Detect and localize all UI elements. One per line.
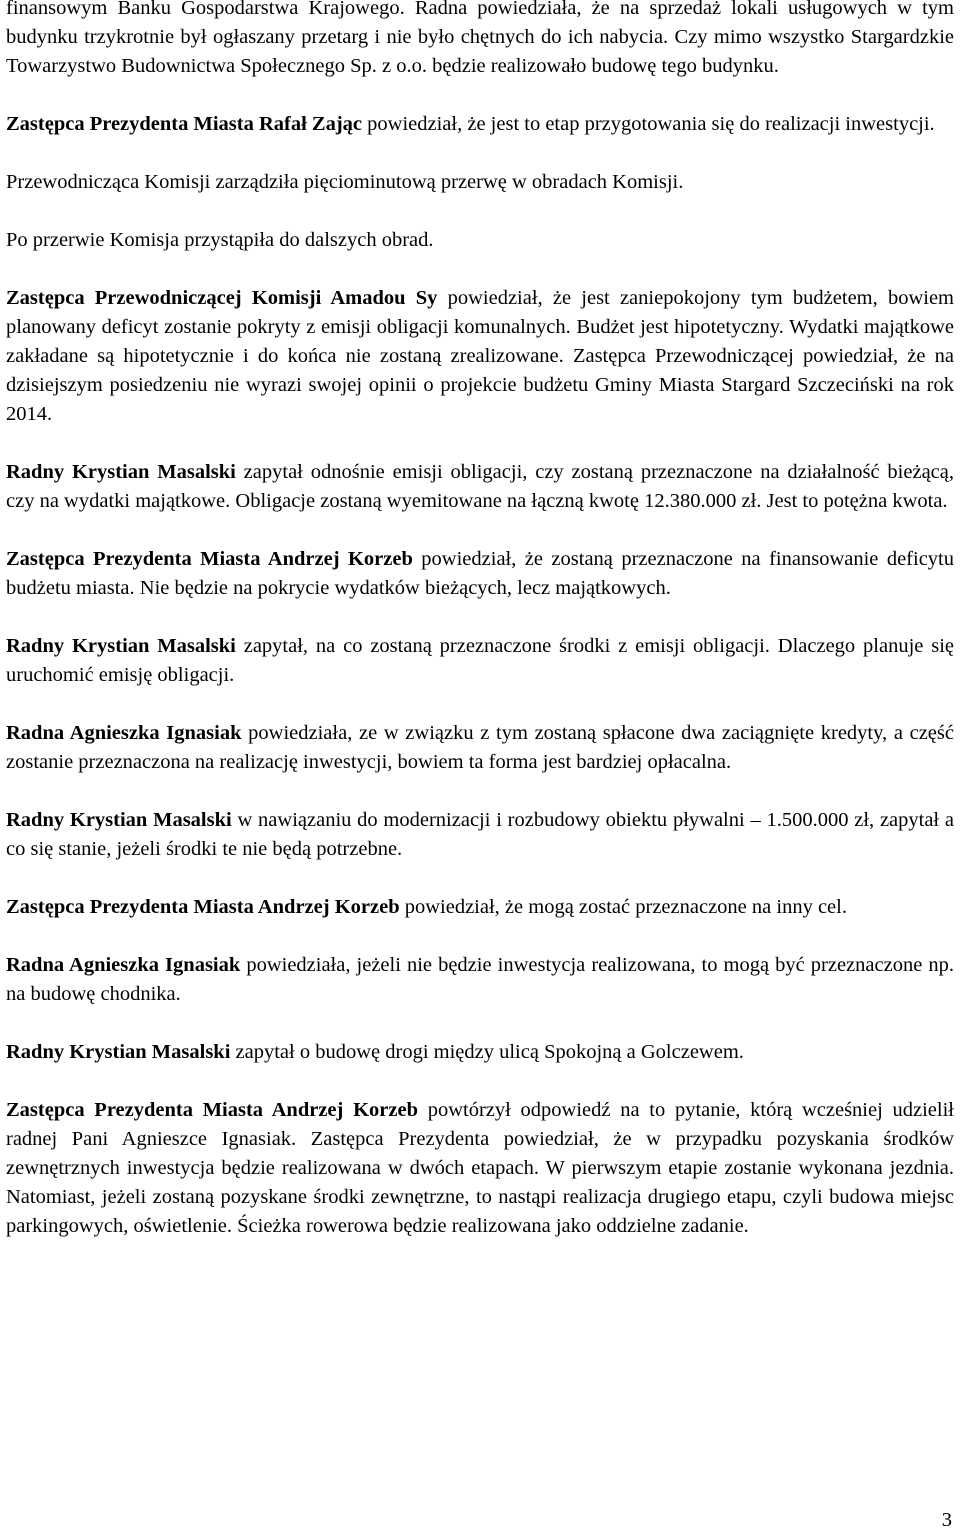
paragraph-text: zapytał o budowę drogi między ulicą Spokojną a Golczewem.: [230, 1041, 744, 1063]
document-page: [6, 0, 954, 1241]
paragraph-text: powiedział, że jest to etap przygotowania się do realizacji inwestycji.: [362, 113, 935, 135]
paragraph-text: w nawiązaniu do modernizacji i rozbudowy obiektu pływalni – 1.500.000 zł, zapytał a co się stanie, jeżeli środki te nie będą potrzebne.: [6, 809, 954, 860]
paragraph-text: Przewodnicząca Komisji zarządziła pięciominutową przerwę w obradach Komisji.: [6, 171, 684, 193]
paragraph: [6, 719, 954, 777]
paragraph: [6, 284, 954, 429]
paragraph-text: powiedział, że mogą zostać przeznaczone na inny cel.: [399, 896, 847, 918]
speaker-name: Zastępca Prezydenta Miasta Andrzej Korzeb: [6, 896, 400, 918]
paragraph-text: powiedział, że zostaną przeznaczone na finansowanie deficytu budżetu miasta. Nie będzie na pokrycie wydatków bieżących, lecz majątkowych.: [6, 548, 954, 599]
paragraph-text: powiedział, że jest zaniepokojony tym budżetem, bowiem planowany deficyt zostanie pokryty z emisji obligacji komunalnych. Budżet jest hipotetyczny. Wydatki majątkowe zakładane są hipotetycznie i do końca nie zostaną zrealizowane. Zastępca Przewodniczącej powiedział, że na dzisiejszym posiedzeniu nie wyrazi swojej opinii o projekcie budżetu Gminy Miasta Stargard Szczeciński na rok 2014.: [6, 287, 954, 425]
paragraph: [6, 806, 954, 864]
speaker-name: Zastępca Prezydenta Miasta Rafał Zając: [6, 113, 363, 135]
paragraph: [6, 1038, 954, 1067]
paragraph-text: powtórzył odpowiedź na to pytanie, którą wcześniej udzielił radnej Pani Agnieszce Ignasiak. Zastępca Prezydenta powiedział, że w przypadku pozyskania środków zewnętrznych inwestycja będzie realizowana w dwóch etapach. W pierwszym etapie zostanie wykonana jezdnia. Natomiast, jeżeli zostaną pozyskane środki zewnętrzne, to nastąpi realizacja drugiego etapu, czyli budowa miejsc parkingowych, oświetlenie. Ścieżka rowerowa będzie realizowana jako oddzielne zadanie.: [6, 1099, 954, 1237]
paragraph-text: finansowym Banku Gospodarstwa Krajowego. Radna powiedziała, że na sprzedaż lokali usługowych w tym budynku trzykrotnie był ogłaszany przetarg i nie było chętnych do ich nabycia. Czy mimo wszystko Stargardzkie Towarzystwo Budownictwa Społecznego Sp. z o.o. będzie realizowało budowę tego budynku.: [6, 0, 954, 77]
speaker-name: Zastępca Prezydenta Miasta Andrzej Korzeb: [6, 548, 413, 570]
paragraph: [6, 951, 954, 1009]
speaker-name: Radny Krystian Masalski: [6, 1041, 231, 1063]
speaker-name: Zastępca Przewodniczącej Komisji Amadou Sy: [6, 287, 438, 309]
paragraph: [6, 632, 954, 690]
speaker-name: Radny Krystian Masalski: [6, 461, 236, 483]
paragraph: [6, 893, 954, 922]
speaker-name: Radny Krystian Masalski: [6, 809, 232, 831]
paragraph: [6, 110, 954, 139]
paragraph: [6, 545, 954, 603]
paragraph-text: zapytał odnośnie emisji obligacji, czy zostaną przeznaczone na działalność bieżącą, czy na wydatki majątkowe. Obligacje zostaną wyemitowane na łączną kwotę 12.380.000 zł. Jest to potężna kwota.: [6, 461, 955, 512]
paragraph: [6, 226, 954, 255]
speaker-name: Radna Agnieszka Ignasiak: [6, 954, 241, 976]
page-number: 3: [941, 1509, 952, 1531]
paragraph: [6, 458, 954, 516]
speaker-name: Radna Agnieszka Ignasiak: [6, 722, 242, 744]
speaker-name: Radny Krystian Masalski: [6, 635, 236, 657]
paragraph-text: Po przerwie Komisja przystąpiła do dalszych obrad.: [6, 229, 434, 251]
paragraph: [6, 168, 954, 197]
paragraph-text: powiedziała, ze w związku z tym zostaną spłacone dwa zaciągnięte kredyty, a część zostanie przeznaczona na realizację inwestycji, bowiem ta forma jest bardziej opłacalna.: [6, 722, 954, 773]
paragraph: [6, 0, 954, 81]
paragraph-text: powiedziała, jeżeli nie będzie inwestycja realizowana, to mogą być przeznaczone np. na budowę chodnika.: [6, 954, 954, 1005]
paragraph: [6, 1096, 954, 1241]
speaker-name: Zastępca Prezydenta Miasta Andrzej Korzeb: [6, 1099, 418, 1121]
paragraph-text: zapytał, na co zostaną przeznaczone środki z emisji obligacji. Dlaczego planuje się uruchomić emisję obligacji.: [6, 635, 954, 686]
